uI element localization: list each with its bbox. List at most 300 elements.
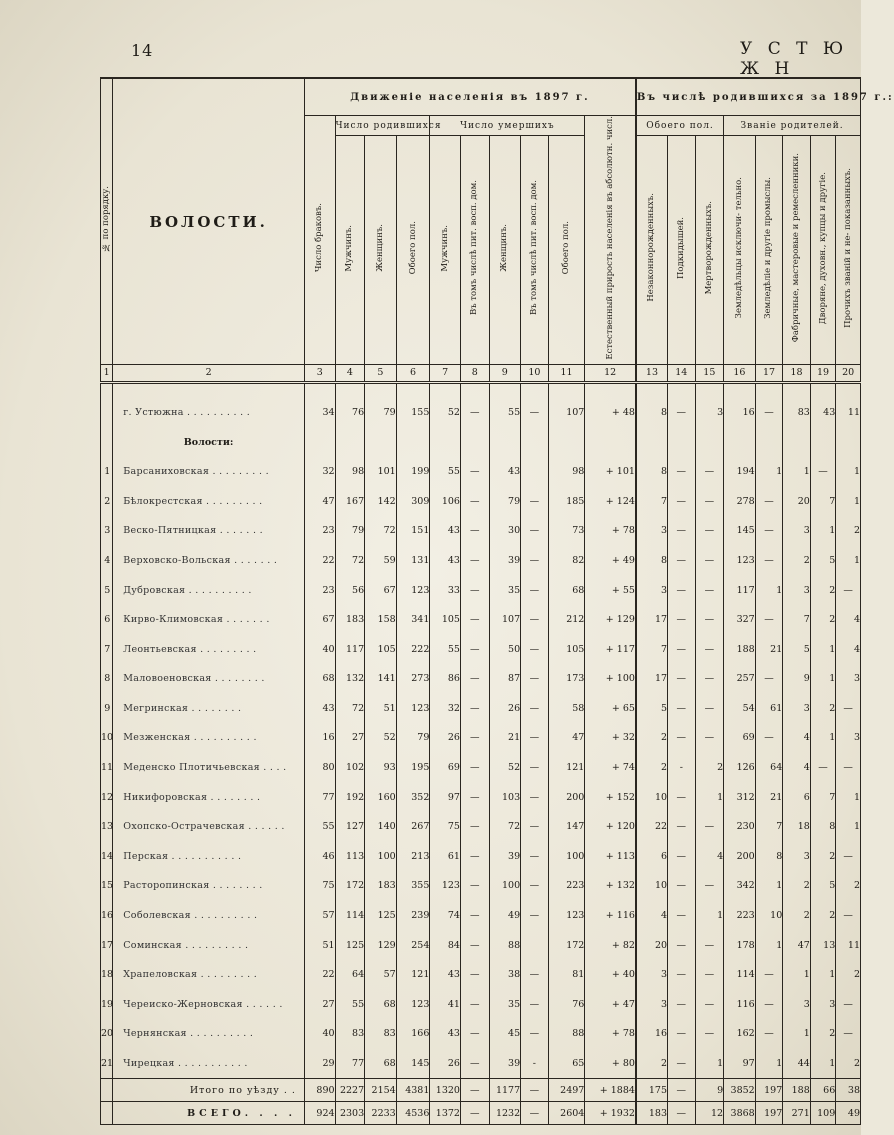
row-value: 140	[365, 812, 397, 842]
row-value: 43	[489, 457, 521, 487]
row-value: 1	[755, 457, 783, 487]
table-row	[101, 1019, 861, 1049]
row-value: 147	[548, 812, 585, 842]
row-value: 5	[636, 694, 668, 724]
row-value: + 124	[585, 486, 636, 516]
row-value: 2	[836, 516, 861, 546]
total-value: 271	[783, 1102, 811, 1125]
row-value: 167	[335, 486, 365, 516]
spacer-cell	[668, 382, 696, 398]
row-value: 3	[810, 990, 835, 1020]
row-value: + 55	[585, 575, 636, 605]
row-value: 4	[836, 605, 861, 635]
row-value: —	[521, 812, 549, 842]
row-value: —	[668, 812, 696, 842]
row-value: 1	[810, 634, 835, 664]
row-value: 55	[430, 634, 461, 664]
row-value: 178	[724, 930, 756, 960]
spacer-cell	[101, 382, 113, 398]
row-value: 76	[335, 398, 365, 428]
group-born-of-header: Въ числѣ родившихся за 1897 г.:	[636, 78, 861, 116]
colnum: 4	[335, 364, 365, 382]
row-value: —	[521, 842, 549, 872]
table-row	[101, 694, 861, 724]
colnum: 6	[396, 364, 430, 382]
colnum: 2	[113, 364, 305, 382]
row-value: —	[521, 1019, 549, 1049]
row-value: 68	[365, 990, 397, 1020]
row-index: 21	[101, 1049, 113, 1079]
colnum: 11	[548, 364, 585, 382]
empty-cell	[460, 427, 489, 457]
row-index: 17	[101, 930, 113, 960]
row-value: 145	[396, 1049, 430, 1079]
row-value: 55	[489, 398, 521, 428]
spacer-cell	[521, 382, 549, 398]
row-value: 43	[430, 546, 461, 576]
row-value: —	[810, 753, 835, 783]
row-value: 7	[755, 812, 783, 842]
row-value: —	[460, 1019, 489, 1049]
row-value: —	[755, 990, 783, 1020]
row-value: —	[460, 901, 489, 931]
colnum: 13	[636, 364, 668, 382]
row-value: 88	[489, 930, 521, 960]
row-value: + 132	[585, 871, 636, 901]
row-value: + 74	[585, 753, 636, 783]
row-value: 82	[548, 546, 585, 576]
row-value: —	[668, 546, 696, 576]
row-value: 4	[783, 723, 811, 753]
row-value: 43	[430, 516, 461, 546]
group-sex-header: Обоего пол.	[636, 116, 724, 136]
row-value: 194	[724, 457, 756, 487]
row-value: —	[460, 871, 489, 901]
row-value: 1	[695, 901, 724, 931]
row-value: 69	[724, 723, 756, 753]
row-value: + 113	[585, 842, 636, 872]
row-value: —	[695, 634, 724, 664]
row-value: 75	[304, 871, 335, 901]
row-index: 20	[101, 1019, 113, 1049]
row-index	[101, 427, 113, 457]
row-value: 162	[724, 1019, 756, 1049]
row-index: 15	[101, 871, 113, 901]
row-value: 86	[430, 664, 461, 694]
row-value: 72	[365, 516, 397, 546]
row-value: —	[695, 930, 724, 960]
row-value: —	[755, 960, 783, 990]
row-value: 9	[783, 664, 811, 694]
row-value: —	[521, 960, 549, 990]
total-value: 183	[636, 1102, 668, 1125]
row-value: —	[695, 871, 724, 901]
row-value: 3	[636, 575, 668, 605]
row-value: 4	[783, 753, 811, 783]
row-value: 116	[724, 990, 756, 1020]
empty-cell	[365, 427, 397, 457]
row-value: —	[755, 664, 783, 694]
total-value: + 1932	[585, 1102, 636, 1125]
row-index: 19	[101, 990, 113, 1020]
row-value: 155	[396, 398, 430, 428]
row-value: 1	[836, 486, 861, 516]
row-value: 10	[636, 782, 668, 812]
row-value: —	[810, 457, 835, 487]
row-value: —	[521, 398, 549, 428]
row-name: Никифоровская . . . . . . . .	[113, 782, 305, 812]
row-subheading: Волости:	[113, 427, 305, 457]
colnum: 18	[783, 364, 811, 382]
row-value: 98	[335, 457, 365, 487]
row-value: —	[668, 960, 696, 990]
row-value: 7	[810, 486, 835, 516]
row-value: 1	[695, 1049, 724, 1079]
row-value: 75	[430, 812, 461, 842]
vcol-19: Дворяне, духовн., купцы и другіе.	[810, 136, 835, 365]
vcol-18: Фабричные, мастеровые и ремесленники.	[783, 136, 811, 365]
row-value: 2	[810, 575, 835, 605]
row-value: 55	[304, 812, 335, 842]
row-value: 5	[810, 871, 835, 901]
row-value: 2	[636, 723, 668, 753]
row-value: 29	[304, 1049, 335, 1079]
row-value: —	[755, 516, 783, 546]
row-value: 72	[335, 694, 365, 724]
total-value: 109	[810, 1102, 835, 1125]
row-value: 107	[548, 398, 585, 428]
table-row	[101, 1049, 861, 1079]
empty-cell	[636, 427, 668, 457]
row-value: 1	[810, 664, 835, 694]
row-value: 123	[430, 871, 461, 901]
vcol-4: Мужчинъ.	[335, 136, 365, 365]
empty-cell	[489, 427, 521, 457]
row-value: 183	[335, 605, 365, 635]
row-value: —	[460, 664, 489, 694]
row-value: —	[668, 990, 696, 1020]
colnum: 7	[430, 364, 461, 382]
colnum: 16	[724, 364, 756, 382]
row-index: 9	[101, 694, 113, 724]
row-value: + 116	[585, 901, 636, 931]
vcol-9: Женщинъ.	[489, 136, 521, 365]
row-value: 26	[430, 723, 461, 753]
row-value: 79	[489, 486, 521, 516]
row-value: 312	[724, 782, 756, 812]
row-value: + 78	[585, 1019, 636, 1049]
row-value: —	[695, 723, 724, 753]
row-value: —	[668, 664, 696, 694]
table-row	[101, 753, 861, 783]
row-value: —	[755, 546, 783, 576]
row-value: 98	[548, 457, 585, 487]
row-value: 117	[335, 634, 365, 664]
row-value: 47	[783, 930, 811, 960]
spacer-row	[101, 382, 861, 398]
row-value: —	[460, 486, 489, 516]
row-value: 8	[755, 842, 783, 872]
row-value: —	[521, 871, 549, 901]
row-value: 80	[304, 753, 335, 783]
row-value: 16	[724, 398, 756, 428]
row-name: Соминская . . . . . . . . . .	[113, 930, 305, 960]
row-value: 4	[636, 901, 668, 931]
row-value: 3	[836, 723, 861, 753]
row-value: 7	[810, 782, 835, 812]
row-value: 83	[783, 398, 811, 428]
vcol-3: Число браковъ.	[304, 116, 335, 365]
colnum: 20	[836, 364, 861, 382]
row-index: 6	[101, 605, 113, 635]
row-value: —	[836, 1019, 861, 1049]
row-value: 18	[783, 812, 811, 842]
row-value: 55	[430, 457, 461, 487]
row-value: 20	[783, 486, 811, 516]
row-value: —	[668, 634, 696, 664]
total-value: 3852	[724, 1079, 756, 1102]
row-value: 3	[783, 990, 811, 1020]
row-value: 77	[335, 1049, 365, 1079]
row-value: —	[755, 605, 783, 635]
row-value: 188	[724, 634, 756, 664]
row-value: 97	[430, 782, 461, 812]
total-label: Итого по уѣзду . .	[113, 1079, 305, 1102]
colnum: 5	[365, 364, 397, 382]
row-value: 16	[304, 723, 335, 753]
spacer-cell	[724, 382, 756, 398]
spacer-cell	[335, 382, 365, 398]
row-value: 79	[396, 723, 430, 753]
total-value: 38	[836, 1079, 861, 1102]
empty-cell	[548, 427, 585, 457]
row-value: —	[521, 546, 549, 576]
row-value: 1	[755, 871, 783, 901]
row-value: —	[460, 575, 489, 605]
spacer-cell	[836, 382, 861, 398]
vcol-14: Подкидышей.	[668, 136, 696, 365]
row-value: —	[521, 694, 549, 724]
row-value: 158	[365, 605, 397, 635]
row-value: —	[668, 1049, 696, 1079]
row-value: —	[695, 960, 724, 990]
population-movement-table	[100, 77, 894, 1125]
row-value: 2	[836, 871, 861, 901]
row-value: 21	[755, 782, 783, 812]
row-value: 27	[335, 723, 365, 753]
row-value: 4	[836, 634, 861, 664]
total-value: —	[460, 1079, 489, 1102]
row-name: Чирецкая . . . . . . . . . . .	[113, 1049, 305, 1079]
empty-cell	[304, 427, 335, 457]
row-value: —	[668, 398, 696, 428]
row-value: 1	[836, 812, 861, 842]
row-value: 30	[489, 516, 521, 546]
row-name: Мегринская . . . . . . . .	[113, 694, 305, 724]
row-value: 10	[636, 871, 668, 901]
empty-cell	[521, 427, 549, 457]
row-value: —	[460, 457, 489, 487]
row-value: 6	[636, 842, 668, 872]
row-value: 1	[755, 575, 783, 605]
row-value: 2	[783, 871, 811, 901]
row-name: Веско-Пятницкая . . . . . . .	[113, 516, 305, 546]
row-index: 8	[101, 664, 113, 694]
row-value: 100	[365, 842, 397, 872]
subheading-row	[101, 427, 861, 457]
row-value: 185	[548, 486, 585, 516]
table-row	[101, 723, 861, 753]
row-value: 8	[636, 546, 668, 576]
row-value: 166	[396, 1019, 430, 1049]
row-value: + 49	[585, 546, 636, 576]
row-value: —	[521, 575, 549, 605]
vcol-8: Въ томъ числѣ пит. восп. дом.	[460, 136, 489, 365]
row-value: —	[695, 457, 724, 487]
table-row	[101, 457, 861, 487]
row-value: 2	[810, 901, 835, 931]
row-value: 114	[335, 901, 365, 931]
table-row	[101, 960, 861, 990]
row-value: 23	[304, 516, 335, 546]
row-value: —	[460, 694, 489, 724]
empty-cell	[335, 427, 365, 457]
row-value: 34	[304, 398, 335, 428]
row-value: —	[668, 694, 696, 724]
total-value: —	[521, 1102, 549, 1125]
row-value: 73	[548, 516, 585, 546]
spacer-cell	[460, 382, 489, 398]
table-row	[101, 546, 861, 576]
row-value: + 47	[585, 990, 636, 1020]
row-value: + 100	[585, 664, 636, 694]
row-value: 11	[836, 398, 861, 428]
row-index: 10	[101, 723, 113, 753]
row-value: —	[460, 753, 489, 783]
row-value: 35	[489, 575, 521, 605]
total-value: 2604	[548, 1102, 585, 1125]
row-value: -	[668, 753, 696, 783]
row-name: Перская . . . . . . . . . . .	[113, 842, 305, 872]
row-value: 200	[724, 842, 756, 872]
row-value: 35	[489, 990, 521, 1020]
spacer-cell	[430, 382, 461, 398]
total-value: 924	[304, 1102, 335, 1125]
row-index: 18	[101, 960, 113, 990]
row-value: 61	[430, 842, 461, 872]
total-value: 188	[783, 1079, 811, 1102]
table-row	[101, 516, 861, 546]
row-value: 2	[810, 1019, 835, 1049]
row-value: 40	[304, 634, 335, 664]
total-value: 2227	[335, 1079, 365, 1102]
row-value: 79	[365, 398, 397, 428]
total-value: 2303	[335, 1102, 365, 1125]
row-value: —	[668, 486, 696, 516]
row-value: 2	[810, 842, 835, 872]
row-value: 83	[335, 1019, 365, 1049]
row-value: 45	[489, 1019, 521, 1049]
row-name: Бѣлокрестская . . . . . . . . .	[113, 486, 305, 516]
colnum: 15	[695, 364, 724, 382]
row-value: 1	[783, 1019, 811, 1049]
spacer-cell	[695, 382, 724, 398]
row-value: 69	[430, 753, 461, 783]
row-value: + 40	[585, 960, 636, 990]
vcol-16: Земледѣльцы исключи- тельно.	[724, 136, 756, 365]
row-value: —	[668, 605, 696, 635]
empty-cell	[836, 427, 861, 457]
row-index: 3	[101, 516, 113, 546]
row-value: 200	[548, 782, 585, 812]
spacer-cell	[636, 382, 668, 398]
row-value: 309	[396, 486, 430, 516]
row-value: 254	[396, 930, 430, 960]
vcol-13: Незаконнорожденныхъ.	[636, 136, 668, 365]
row-value: 1	[836, 782, 861, 812]
row-value: 267	[396, 812, 430, 842]
row-value: 3	[783, 575, 811, 605]
row-value: 192	[335, 782, 365, 812]
spacer-cell	[755, 382, 783, 398]
row-index: 12	[101, 782, 113, 812]
row-value: —	[668, 575, 696, 605]
row-value: —	[521, 723, 549, 753]
total-value: 2497	[548, 1079, 585, 1102]
row-value: 1	[810, 1049, 835, 1079]
row-name: Барсаниховская . . . . . . . . .	[113, 457, 305, 487]
row-value: 38	[489, 960, 521, 990]
row-value: 7	[636, 486, 668, 516]
vcol-12: Естественный прирость населенія въ абсолютн. числ.	[585, 116, 636, 365]
row-value: 65	[548, 1049, 585, 1079]
row-value: 88	[548, 1019, 585, 1049]
row-value: 3	[783, 694, 811, 724]
colnum: 8	[460, 364, 489, 382]
row-value: 3	[783, 516, 811, 546]
empty-cell	[668, 427, 696, 457]
row-value: 123	[396, 694, 430, 724]
row-value: 114	[724, 960, 756, 990]
column-number-row	[101, 364, 861, 382]
row-value: 3	[636, 990, 668, 1020]
row-value: 43	[430, 960, 461, 990]
row-value: 43	[430, 1019, 461, 1049]
row-value: 21	[489, 723, 521, 753]
total-value: 197	[755, 1079, 783, 1102]
row-value: + 101	[585, 457, 636, 487]
row-value: 54	[724, 694, 756, 724]
row-index: 16	[101, 901, 113, 931]
total-value: 9	[695, 1079, 724, 1102]
colnum: 10	[521, 364, 549, 382]
total-value: 890	[304, 1079, 335, 1102]
row-value: 68	[304, 664, 335, 694]
table-body	[101, 382, 861, 1125]
row-value: —	[460, 546, 489, 576]
empty-cell	[810, 427, 835, 457]
grand-total-row	[101, 1102, 861, 1125]
row-value: 107	[489, 605, 521, 635]
total-value: 12	[695, 1102, 724, 1125]
row-index: 4	[101, 546, 113, 576]
row-value: 3	[783, 842, 811, 872]
row-value: 10	[755, 901, 783, 931]
row-value: 123	[396, 575, 430, 605]
row-value: 7	[783, 605, 811, 635]
running-head: У С Т Ю Ж Н	[740, 39, 849, 79]
colnum: 19	[810, 364, 835, 382]
